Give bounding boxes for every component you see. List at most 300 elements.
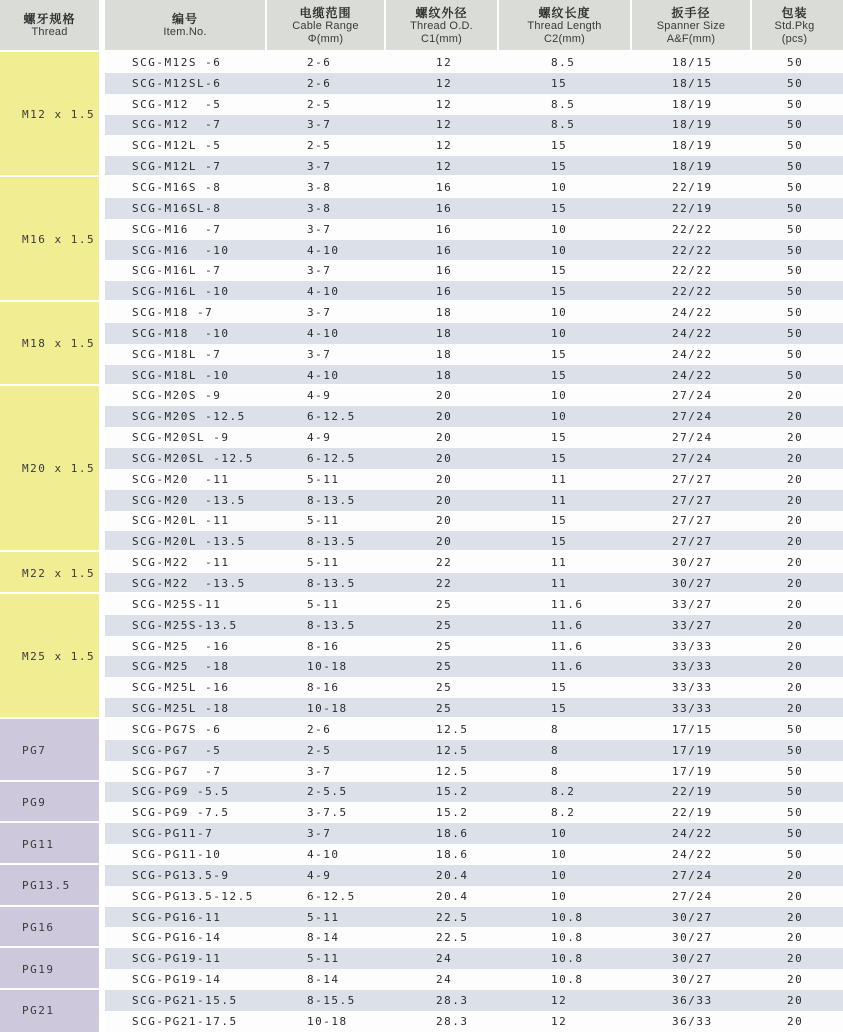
cell-spanner-size: 27/27 xyxy=(672,514,713,528)
cell-thread-od: 20.4 xyxy=(436,889,469,903)
table-body xyxy=(0,52,843,1032)
cell-std-pkg: 20 xyxy=(787,472,804,486)
thread-spec-cell xyxy=(0,386,105,553)
table-row xyxy=(105,573,843,594)
cell-spanner-size: 18/19 xyxy=(672,118,713,132)
cell-std-pkg: 20 xyxy=(787,973,804,987)
table-row xyxy=(105,302,843,323)
cell-thread-od: 18 xyxy=(436,347,453,361)
table-row xyxy=(105,135,843,156)
cell-item-no: SCG-M20SL -12.5 xyxy=(132,451,254,465)
cell-cable-range: 2-5 xyxy=(307,743,332,757)
table-row xyxy=(105,927,843,948)
thread-spec-label: PG11 xyxy=(22,837,55,851)
cell-thread-length: 11.6 xyxy=(551,660,584,674)
cell-thread-length: 15 xyxy=(551,347,568,361)
cell-spanner-size: 27/24 xyxy=(672,389,713,403)
cell-thread-length: 10 xyxy=(551,222,568,236)
cell-cable-range: 5-11 xyxy=(307,514,340,528)
header-item-no-en: Item.No. xyxy=(163,26,207,38)
cell-item-no: SCG-M20S -9 xyxy=(132,389,222,403)
section-rows xyxy=(105,782,843,824)
table-row xyxy=(105,552,843,573)
cell-spanner-size: 18/19 xyxy=(672,160,713,174)
cell-item-no: SCG-PG13.5-9 xyxy=(132,868,230,882)
header-thread-od-en: Thread O.D. xyxy=(410,19,473,32)
cell-spanner-size: 30/27 xyxy=(672,910,713,924)
cell-thread-length: 8.2 xyxy=(551,785,576,799)
thread-spec-cell xyxy=(0,719,105,782)
cell-item-no: SCG-M18L -10 xyxy=(132,368,230,382)
cell-thread-length: 10.8 xyxy=(551,973,584,987)
cell-thread-length: 15 xyxy=(551,451,568,465)
cell-cable-range: 4-10 xyxy=(307,847,340,861)
cell-thread-length: 10 xyxy=(551,180,568,194)
table-row xyxy=(105,198,843,219)
cell-item-no: SCG-M16SL-8 xyxy=(132,201,222,215)
cell-spanner-size: 17/15 xyxy=(672,722,713,736)
header-thread-zh: 螺牙规格 xyxy=(23,12,76,26)
cell-cable-range: 5-11 xyxy=(307,597,340,611)
cell-thread-od: 20 xyxy=(436,410,453,424)
header-col-thread-length xyxy=(499,0,632,52)
cell-thread-length: 11.6 xyxy=(551,639,584,653)
cell-spanner-size: 27/24 xyxy=(672,451,713,465)
cell-thread-length: 12 xyxy=(551,1014,568,1028)
cell-item-no: SCG-PG9 -5.5 xyxy=(132,785,230,799)
cell-thread-od: 22.5 xyxy=(436,910,469,924)
table-row xyxy=(105,365,843,386)
table-row xyxy=(105,448,843,469)
cell-spanner-size: 22/22 xyxy=(672,285,713,299)
table-row xyxy=(105,531,843,552)
cell-cable-range: 3-7 xyxy=(307,264,332,278)
cell-thread-od: 15.2 xyxy=(436,806,469,820)
header-col-std-pkg xyxy=(752,0,837,52)
cell-thread-length: 15 xyxy=(551,514,568,528)
cell-item-no: SCG-M25S-13.5 xyxy=(132,618,238,632)
cell-thread-od: 20 xyxy=(436,514,453,528)
cell-thread-od: 12 xyxy=(436,55,453,69)
table-row xyxy=(105,761,843,782)
table-row xyxy=(105,823,843,844)
table-row xyxy=(105,990,843,1011)
cell-item-no: SCG-M20L -13.5 xyxy=(132,535,246,549)
section-rows xyxy=(105,177,843,302)
cell-cable-range: 4-9 xyxy=(307,389,332,403)
cell-spanner-size: 22/22 xyxy=(672,222,713,236)
table-row xyxy=(105,469,843,490)
header-thread-length-unit: C2(mm) xyxy=(544,32,585,45)
cell-std-pkg: 50 xyxy=(787,222,804,236)
table-row xyxy=(105,677,843,698)
cell-std-pkg: 50 xyxy=(787,243,804,257)
thread-section xyxy=(0,552,843,594)
cell-item-no: SCG-PG16-11 xyxy=(132,910,222,924)
cell-item-no: SCG-PG11-7 xyxy=(132,827,214,841)
cell-cable-range: 2-6 xyxy=(307,76,332,90)
thread-spec-label: M12 x 1.5 xyxy=(22,108,96,122)
table-row xyxy=(105,740,843,761)
cell-cable-range: 10-18 xyxy=(307,660,348,674)
cell-item-no: SCG-M20L -11 xyxy=(132,514,230,528)
thread-section xyxy=(0,948,843,990)
cell-thread-length: 8 xyxy=(551,743,560,757)
cell-spanner-size: 27/27 xyxy=(672,535,713,549)
cell-cable-range: 5-11 xyxy=(307,556,340,570)
cell-std-pkg: 50 xyxy=(787,139,804,153)
cell-item-no: SCG-M20S -12.5 xyxy=(132,410,246,424)
cell-std-pkg: 50 xyxy=(787,306,804,320)
cell-thread-od: 28.3 xyxy=(436,993,469,1007)
cell-std-pkg: 20 xyxy=(787,535,804,549)
cell-spanner-size: 24/22 xyxy=(672,368,713,382)
table-row xyxy=(105,52,843,73)
thread-section xyxy=(0,782,843,824)
cell-thread-od: 20 xyxy=(436,472,453,486)
cell-thread-length: 8 xyxy=(551,722,560,736)
cell-std-pkg: 20 xyxy=(787,514,804,528)
table-row xyxy=(105,219,843,240)
cell-thread-od: 24 xyxy=(436,952,453,966)
cell-std-pkg: 20 xyxy=(787,556,804,570)
cell-std-pkg: 50 xyxy=(787,76,804,90)
cell-thread-length: 10.8 xyxy=(551,931,584,945)
cell-std-pkg: 50 xyxy=(787,264,804,278)
cell-cable-range: 4-9 xyxy=(307,868,332,882)
header-thread-od-unit: C1(mm) xyxy=(421,32,462,45)
cell-spanner-size: 18/19 xyxy=(672,139,713,153)
section-rows xyxy=(105,552,843,594)
cell-cable-range: 3-7 xyxy=(307,118,332,132)
section-rows xyxy=(105,302,843,385)
cell-thread-od: 20 xyxy=(436,535,453,549)
cell-thread-length: 8.5 xyxy=(551,97,576,111)
section-rows xyxy=(105,823,843,865)
cell-std-pkg: 20 xyxy=(787,993,804,1007)
table-row xyxy=(105,490,843,511)
cell-std-pkg: 20 xyxy=(787,639,804,653)
cell-thread-length: 10 xyxy=(551,889,568,903)
cell-spanner-size: 27/24 xyxy=(672,868,713,882)
cell-cable-range: 3-8 xyxy=(307,201,332,215)
cell-item-no: SCG-PG9 -7.5 xyxy=(132,806,230,820)
table-row xyxy=(105,865,843,886)
cell-std-pkg: 50 xyxy=(787,785,804,799)
thread-spec-cell xyxy=(0,948,105,990)
cell-thread-length: 15 xyxy=(551,160,568,174)
header-thread-length-en: Thread Length xyxy=(527,19,602,32)
thread-spec-cell xyxy=(0,865,105,907)
cell-std-pkg: 20 xyxy=(787,451,804,465)
cell-std-pkg: 20 xyxy=(787,389,804,403)
cell-item-no: SCG-M20SL -9 xyxy=(132,431,230,445)
thread-spec-label: PG21 xyxy=(22,1004,55,1018)
thread-spec-label: M18 x 1.5 xyxy=(22,337,96,351)
table-row xyxy=(105,782,843,803)
cell-thread-length: 10 xyxy=(551,326,568,340)
cell-item-no: SCG-M20 -11 xyxy=(132,472,230,486)
thread-section xyxy=(0,177,843,302)
table-row xyxy=(105,907,843,928)
cell-thread-od: 20.4 xyxy=(436,868,469,882)
cell-cable-range: 6-12.5 xyxy=(307,889,356,903)
thread-section xyxy=(0,907,843,949)
cell-item-no: SCG-PG21-17.5 xyxy=(132,1014,238,1028)
cell-thread-length: 10 xyxy=(551,243,568,257)
cell-std-pkg: 50 xyxy=(787,347,804,361)
cell-thread-length: 15 xyxy=(551,535,568,549)
cell-cable-range: 3-7 xyxy=(307,764,332,778)
thread-section xyxy=(0,594,843,719)
cell-spanner-size: 22/19 xyxy=(672,785,713,799)
cell-spanner-size: 27/24 xyxy=(672,431,713,445)
cell-cable-range: 3-7 xyxy=(307,347,332,361)
table-row xyxy=(105,73,843,94)
cell-spanner-size: 17/19 xyxy=(672,764,713,778)
cell-thread-length: 10 xyxy=(551,827,568,841)
cell-item-no: SCG-M18L -7 xyxy=(132,347,222,361)
cell-std-pkg: 50 xyxy=(787,764,804,778)
cell-thread-length: 8.5 xyxy=(551,118,576,132)
table-row xyxy=(105,323,843,344)
cell-cable-range: 5-11 xyxy=(307,910,340,924)
cell-thread-length: 10 xyxy=(551,306,568,320)
cell-thread-od: 25 xyxy=(436,702,453,716)
table-row xyxy=(105,844,843,865)
cell-cable-range: 8-13.5 xyxy=(307,493,356,507)
cell-thread-od: 25 xyxy=(436,681,453,695)
cell-std-pkg: 50 xyxy=(787,97,804,111)
cell-std-pkg: 20 xyxy=(787,410,804,424)
cell-spanner-size: 30/27 xyxy=(672,931,713,945)
cell-thread-od: 12 xyxy=(436,139,453,153)
cell-spanner-size: 33/33 xyxy=(672,639,713,653)
cell-std-pkg: 50 xyxy=(787,827,804,841)
cell-spanner-size: 22/19 xyxy=(672,806,713,820)
cell-thread-od: 16 xyxy=(436,201,453,215)
header-col-thread-od xyxy=(386,0,499,52)
cell-std-pkg: 20 xyxy=(787,702,804,716)
cell-thread-od: 20 xyxy=(436,431,453,445)
cell-std-pkg: 20 xyxy=(787,493,804,507)
section-rows xyxy=(105,865,843,907)
cell-thread-od: 22 xyxy=(436,556,453,570)
cell-item-no: SCG-M25L -18 xyxy=(132,702,230,716)
cell-std-pkg: 50 xyxy=(787,180,804,194)
cell-spanner-size: 22/19 xyxy=(672,180,713,194)
cell-thread-length: 8 xyxy=(551,764,560,778)
thread-spec-label: PG9 xyxy=(22,795,47,809)
cell-item-no: SCG-PG11-10 xyxy=(132,847,222,861)
cell-thread-od: 12.5 xyxy=(436,722,469,736)
cell-cable-range: 8-14 xyxy=(307,931,340,945)
cell-item-no: SCG-M25S-11 xyxy=(132,597,222,611)
cell-spanner-size: 24/22 xyxy=(672,326,713,340)
cell-thread-length: 11 xyxy=(551,472,568,486)
cell-std-pkg: 50 xyxy=(787,160,804,174)
cell-cable-range: 2-5 xyxy=(307,139,332,153)
cell-cable-range: 8-16 xyxy=(307,639,340,653)
cell-cable-range: 3-7 xyxy=(307,306,332,320)
header-item-no-zh: 编号 xyxy=(171,12,198,26)
cell-item-no: SCG-M25 -18 xyxy=(132,660,230,674)
cell-std-pkg: 20 xyxy=(787,597,804,611)
cell-cable-range: 3-7.5 xyxy=(307,806,348,820)
thread-spec-cell xyxy=(0,177,105,302)
thread-spec-label: PG7 xyxy=(22,743,47,757)
header-std-pkg-en: Std.Pkg xyxy=(774,19,815,32)
cell-std-pkg: 50 xyxy=(787,368,804,382)
cell-item-no: SCG-PG19-14 xyxy=(132,973,222,987)
header-thread-en: Thread xyxy=(31,26,68,38)
table-row xyxy=(105,636,843,657)
thread-section xyxy=(0,52,843,177)
cell-spanner-size: 18/15 xyxy=(672,76,713,90)
cell-thread-od: 16 xyxy=(436,285,453,299)
cell-thread-od: 18.6 xyxy=(436,847,469,861)
header-col-cable-range xyxy=(267,0,386,52)
cell-item-no: SCG-M16S -8 xyxy=(132,180,222,194)
cell-spanner-size: 17/19 xyxy=(672,743,713,757)
cell-spanner-size: 24/22 xyxy=(672,847,713,861)
cell-thread-od: 20 xyxy=(436,389,453,403)
table-row xyxy=(105,240,843,261)
thread-spec-cell xyxy=(0,552,105,594)
cell-std-pkg: 50 xyxy=(787,722,804,736)
cell-thread-od: 20 xyxy=(436,493,453,507)
cell-cable-range: 8-13.5 xyxy=(307,577,356,591)
cell-item-no: SCG-PG13.5-12.5 xyxy=(132,889,254,903)
table-row xyxy=(105,406,843,427)
section-rows xyxy=(105,990,843,1032)
cell-thread-length: 15 xyxy=(551,285,568,299)
cell-cable-range: 2-5.5 xyxy=(307,785,348,799)
cell-std-pkg: 20 xyxy=(787,1014,804,1028)
cell-item-no: SCG-M16L -10 xyxy=(132,285,230,299)
cell-spanner-size: 30/27 xyxy=(672,973,713,987)
cell-item-no: SCG-M16 -7 xyxy=(132,222,222,236)
cell-std-pkg: 20 xyxy=(787,660,804,674)
cell-std-pkg: 20 xyxy=(787,931,804,945)
cell-thread-length: 11.6 xyxy=(551,618,584,632)
section-rows xyxy=(105,386,843,553)
cell-std-pkg: 50 xyxy=(787,55,804,69)
section-rows xyxy=(105,719,843,782)
cell-thread-length: 15 xyxy=(551,264,568,278)
cell-thread-od: 12.5 xyxy=(436,743,469,757)
thread-spec-cell xyxy=(0,823,105,865)
cell-spanner-size: 30/27 xyxy=(672,577,713,591)
header-spanner-size-zh: 扳手径 xyxy=(671,5,711,20)
cell-thread-od: 16 xyxy=(436,180,453,194)
cell-spanner-size: 36/33 xyxy=(672,993,713,1007)
cell-thread-length: 11 xyxy=(551,577,568,591)
cell-cable-range: 8-13.5 xyxy=(307,535,356,549)
section-rows xyxy=(105,948,843,990)
thread-section xyxy=(0,865,843,907)
table-row xyxy=(105,969,843,990)
cell-thread-length: 11.6 xyxy=(551,597,584,611)
cell-item-no: SCG-PG7S -6 xyxy=(132,722,222,736)
cell-std-pkg: 20 xyxy=(787,681,804,695)
thread-spec-label: PG16 xyxy=(22,920,55,934)
thread-section xyxy=(0,719,843,782)
cell-thread-length: 15 xyxy=(551,431,568,445)
table-row xyxy=(105,698,843,719)
cell-std-pkg: 50 xyxy=(787,847,804,861)
cell-thread-length: 10 xyxy=(551,389,568,403)
cell-thread-length: 15 xyxy=(551,702,568,716)
cell-thread-od: 20 xyxy=(436,451,453,465)
cell-item-no: SCG-M25 -16 xyxy=(132,639,230,653)
table-row xyxy=(105,156,843,177)
cell-spanner-size: 30/27 xyxy=(672,952,713,966)
cell-thread-od: 25 xyxy=(436,618,453,632)
cell-spanner-size: 22/22 xyxy=(672,264,713,278)
thread-section xyxy=(0,302,843,385)
cell-thread-length: 8.2 xyxy=(551,806,576,820)
cell-std-pkg: 20 xyxy=(787,577,804,591)
cell-spanner-size: 33/33 xyxy=(672,681,713,695)
cell-std-pkg: 20 xyxy=(787,868,804,882)
cell-item-no: SCG-PG7 -5 xyxy=(132,743,222,757)
header-spanner-size-unit: A&F(mm) xyxy=(666,32,716,45)
cell-std-pkg: 50 xyxy=(787,806,804,820)
table-row xyxy=(105,427,843,448)
thread-spec-label: PG19 xyxy=(22,962,55,976)
cell-item-no: SCG-PG7 -7 xyxy=(132,764,222,778)
header-cable-range-zh: 电缆范围 xyxy=(299,5,352,20)
table-row xyxy=(105,177,843,198)
cell-cable-range: 6-12.5 xyxy=(307,410,356,424)
cell-cable-range: 3-8 xyxy=(307,180,332,194)
table-row xyxy=(105,656,843,677)
cell-thread-od: 16 xyxy=(436,264,453,278)
table-row xyxy=(105,511,843,532)
cell-item-no: SCG-M16L -7 xyxy=(132,264,222,278)
table-row xyxy=(105,260,843,281)
cell-item-no: SCG-M20 -13.5 xyxy=(132,493,246,507)
cell-std-pkg: 50 xyxy=(787,285,804,299)
header-col-thread xyxy=(0,0,105,52)
cell-spanner-size: 22/19 xyxy=(672,201,713,215)
table-row xyxy=(105,594,843,615)
thread-section xyxy=(0,823,843,865)
cell-std-pkg: 20 xyxy=(787,431,804,445)
cell-spanner-size: 24/22 xyxy=(672,827,713,841)
header-spanner-size-en: Spanner Size xyxy=(656,19,726,32)
table-row xyxy=(105,115,843,136)
cell-item-no: SCG-M18 -10 xyxy=(132,326,230,340)
cell-thread-length: 11 xyxy=(551,556,568,570)
cell-thread-od: 24 xyxy=(436,973,453,987)
cell-cable-range: 4-10 xyxy=(307,243,340,257)
cell-cable-range: 10-18 xyxy=(307,702,348,716)
cell-cable-range: 8-13.5 xyxy=(307,618,356,632)
cell-thread-length: 10 xyxy=(551,847,568,861)
cell-item-no: SCG-M25L -16 xyxy=(132,681,230,695)
cell-thread-od: 16 xyxy=(436,243,453,257)
cell-thread-length: 10.8 xyxy=(551,910,584,924)
cell-item-no: SCG-M22 -11 xyxy=(132,556,230,570)
cell-std-pkg: 20 xyxy=(787,889,804,903)
header-thread-od-zh: 螺纹外径 xyxy=(415,5,468,20)
cell-thread-od: 12.5 xyxy=(436,764,469,778)
header-std-pkg-unit: (pcs) xyxy=(781,32,808,45)
thread-spec-cell xyxy=(0,52,105,177)
section-rows xyxy=(105,52,843,177)
